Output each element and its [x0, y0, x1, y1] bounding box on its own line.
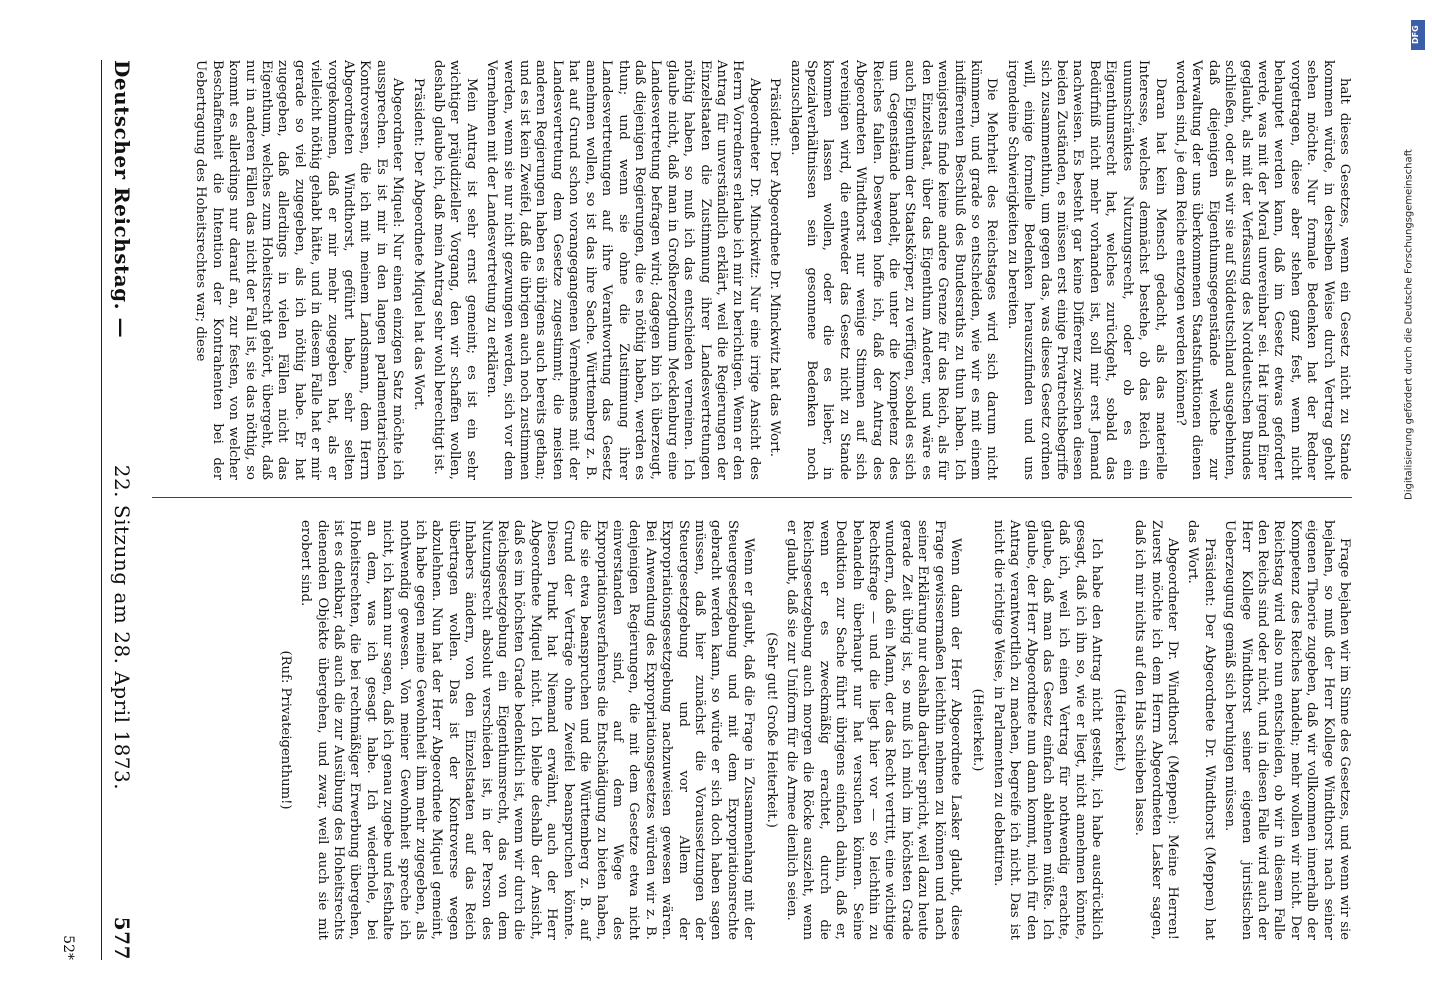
paragraph: Daran hat kein Mensch gedacht, als das materielle Interesse, welches demnächst bestehe, ob das Reich ein unumschränktes Nutzungsrecht, oder ob es ein Eigenthumsrecht hat, welches zurückgeht, sobald das Bedürfniß nicht mehr vorhanden ist, soll mir erst Jemand nachweisen. Es besteht gar keine Differenz zwischen diesen beiden Zuständen, es müssen erst einige Privatrechtsbegriffe sich zusammenthun, um gegen das, was dieses Gesetz ordnen will, einige formelle Bedenken herauszufinden und uns irgendeine Schwierigkeiten zu bereiten.	[1004, 60, 1168, 480]
page-number: 577	[110, 916, 134, 960]
interjection: (Heiterkeit.)	[1111, 688, 1127, 772]
right-column	[277, 520, 1352, 940]
dfg-logo: DFG	[1411, 20, 1425, 50]
president-line: Präsident: Der Abgeordnete Dr. Windthorst (Meppen) hat das Wort.	[1185, 520, 1217, 940]
speech-minckwitz: Abgeordneter Dr. Minckwitz: Nur eine irrige Ansicht des Herrn Vorredners erlaube ich mir zu berichtigen. Wenn er den Antrag für unverständlich erklärt, weil die Regierungen der Einzelstaaten die Zustimmung ihrer Landesvertretungen nöthig haben, so muß ich das entschieden verneinen. Ich glaube nicht, daß man in Großherzogthum Mecklenburg eine Landesvertretung befragen wird; dagegen bin ich überzeugt, daß diejenigen Regierungen, die es nöthig haben, werden es thun; und wenn sie ohne die Zustimmung ihrer Landesvertretungen auf ihre Verantwortung das Gesetz annehmen wollen, so ist das ihre Sache. Württemberg z. B. hat auf Grund schon vorangegangenen Vernehmens mit der Landesvertretung dem Gesetze zugestimmt; die meisten anderen Regierungen haben es übrigens auch bereits gethan; und es ist kein Zweifel, daß die übrigen auch noch zustimmen werden, wenn sie nur nicht gezwungen werden, sich vor dem Vernehmen mit der Landesvertretung zu erklären.	[484, 60, 762, 480]
page-header	[101, 60, 142, 960]
paragraph: Frage bejahen wir im Sinne des Gesetzes, und wenn wir sie bejahen, so muß der Herr Kollege Windthorst nach seiner eigenen Theorie zugeben, daß wir vollkommen innerhalb der Kompetenz des Reiches handeln; mehr wollen wir nicht. Der Reichstag wird also nun entscheiden, ob wir in diesem Falle den Reichs sind oder nicht, und in diesen Falle wird auch der Herr Kollege Windthorst seiner eigenen juristischen Ueberzeugung gemäß sich beruhigen müssen.	[1222, 520, 1352, 940]
dfg-attribution	[1405, 20, 1425, 980]
paragraph: Wenn er glaubt, daß die Frage in Zusammenhang mit der Steuergesetzgebung und mit dem Expropriationsrechte gebracht werden kann, so würde er sich doch haben sagen müssen, daß hier zunächst die Voraussetzungen der Steuergesetzgebung und vor Allem der Expropriationsgesetzgebung nachzuweisen gewesen wären. Bei Anwendung des Expropriationsgesetzes würden wir z. B. denjenigen Regierungen, die mit dem Gesetze etwa nicht einverstanden sind, auf dem Wege des Expropriationsverfahrens die Entschädigung zu bieten haben, die sie etwa beanspruchen und die Württemberg z. B. auf Grund der Verträge ohne Zweifel beanspruchen könnte. Diesen Punkt hat Niemand erwähnt, auch der Herr Abgeordnete Miquel nicht. Ich bleibe deshalb der Ansicht, daß es im höchsten Grade bedenklich ist, wenn wir durch die Reichsgesetzgebung ein Eigenthumsrecht, das von dem Nutzungsrecht absolut verschieden ist, in der Person des Inhabers ändern, von den Einzelstaaten auf das Reich übertragen wollen. Das ist der Kontroverse wegen abzulehnen. Nun hat der Herr Abgeordnete Miquel gemeint, ich habe gegen meine Gewohnheit ihm mehr zugegeben, als nothwendig gewesen. Von meiner Gewohnheit spreche ich nicht, ich kann nur sagen, daß ich genau zugebe und festhalte an dem, was ich gesagt habe. Ich wiederhole, bei Hoheitsrechten, die bei rechtmäßiger Erwerbung übergehen, ist es denkbar, daß auch die zur Ausübung des Hoheitsrechts dienenden Objekte übergehen, und zwar, weil auch sie mit erobert sind.	[298, 520, 757, 940]
left-column	[193, 60, 1352, 480]
header-left: Deutscher Reichstag. —	[110, 60, 134, 339]
president-line: Präsident: Der Abgeordnete Miquel hat das Wort.	[410, 78, 426, 411]
paragraph: Ich habe den Antrag nicht gestellt, ich habe ausdrücklich gesagt, daß ich ihn so, wie er liegt, nicht annehmen könnte, daß ich, weil ich einen Vertrag für nothwendig erachte, glaube, daß man das Gesetz einfach ablehnen müßte. Ich glaube, der Herr Abgeordnete nun dann kommt, mich für den Antrag verantwortlich zu machen, begreife ich nicht. Das ist nicht die richtige Weise, in Parlamenten zu debattiren.	[990, 520, 1105, 940]
paragraph: Die Mehrheit des Reichstages wird sich darum nicht kümmern, und grade so entscheiden, wie wir es mit einem indifferenten Beschluß des Bundesraths zu thun haben. Ich wenigstens finde keine andere Grenze für das Reich, als für den Einzelstaat, über das Eigenthum Anderer, und wäre es auch Eigenthum der Staatskörper, zu verfügen, sobald es sich um Gegenstände handelt, die unter die Kompetenz des Reiches fallen. Deswegen hoffe ich, daß der Antrag des Abgeordneten Windthorst nur wenige Stimmen auf sich vereinigen wird, die entweder das Gesetz nicht zu Stande kommen lassen wollen, oder die es lieber, in Spezialverhältnissen sein gesonnene Bedenken noch anzuschlagen.	[787, 60, 1000, 480]
speech-windthorst: Abgeordneter Dr. Windthorst (Meppen): Meine Herren! Zuerst möchte ich dem Herrn Abgeordneten Lasker sagen, daß ich mir nichts auf den Hals schieben lasse.	[1132, 520, 1180, 940]
president-line: Präsident: Der Abgeordnete Dr. Minckwitz hat das Wort.	[767, 78, 783, 457]
speech-miquel: Abgeordneter Miquel: Nur einen einzigen Satz möchte ich aussprechen. Es ist mir in den langen parlamentarischen Kontroversen, die ich mit meinem Landsmann, dem Herrn Abgeordneten Windthorst, geführt habe, sehr selten vorgekommen, daß er mir mehr zugegeben hat, als er vielleicht nöthig gehabt hätte, und in diesem Falle hat er mir gerade so viel zugegeben, als ich nöthig habe. Er hat zugegeben, daß allerdings in vielen Fällen nicht das Eigenthum, welches zum Hoheitsrecht gehört, übergeht, daß nur in anderen Fällen das nicht der Fall ist, sie das nöthig, so kommt es allerdings nur darauf an, zur festen, von welcher Beschaffenheit die Intention der Kontrahenten bei der Uebertragung des Hoheitsrechtes war; diese	[193, 60, 406, 480]
interjection: (Sehr gut! Große Heiterkeit.)	[763, 632, 779, 828]
paragraph: Mein Antrag ist sehr ernst gemeint; es ist ein sehr wichtiger präjudizieller Vorgang, den wir schaffen wollen, deshalb glaube ich, daß mein Antrag sehr wohl berechtigt ist.	[431, 60, 479, 480]
dfg-text: Digitalisierung gefördert durch die Deutsche Forschungsgemeinschaft	[1403, 149, 1415, 500]
header-center: 22. Sitzung am 28. April 1873.	[110, 464, 134, 791]
paragraph: halt dieses Gesetzes, wenn ein Gesetz nicht zu Stande kommen würde, in derselben Weise durch Vertrag geholt sehen möchte. Nur formale Bedenken hat der Redner vorgetragen, diese aber stehen ganz fest, wenn nicht behauptet werden kann, daß im Gesetz etwas gefordert werde, was mit der Moral unvereinbar sei. Hat irgend Einer geglaubt, als mit der Verfassung des Norddeutschen Bundes schließen, oder als wir sie auf Süddeutschland ausgebehnten, daß diejenigen Eigenthumsgegenstände welche zur Verwaltung der uns überkommenen Staatsfunktionen dienen worden sind, je dem Reiche entzogen werden können?	[1172, 60, 1352, 480]
interjection: (Ruf: Privateigenthum!)	[277, 650, 293, 810]
paragraph: Wenn dann der Herr Abgeordnete Lasker glaubt, diese Frage gewissermaßen leichthin nehmen zu können und nach seiner Erklärung nur deshalb darüber spricht, weil dazu heute gerade Zeit übrig ist, so muß ich mich im höchsten Grade wundern, daß ein Mann, der das Recht vertritt, eine wichtige Rechtsfrage — und die liegt hier vor — so leichthin zu behandeln überhaupt nur hat versuchen können. Seine Deduktion zur Sache führt übrigens einfach dahin, daß er, wenn er es zweckmäßig erachtet, durch die Reichsgesetzgebung auch morgen die Röcke auszieht, wenn er glaubt, daß sie zur Uniform für die Armee dienlich seien.	[784, 520, 964, 940]
column-divider	[152, 497, 1352, 498]
interjection: (Heiterkeit.)	[970, 688, 986, 772]
signature-mark: 52*	[60, 935, 76, 960]
